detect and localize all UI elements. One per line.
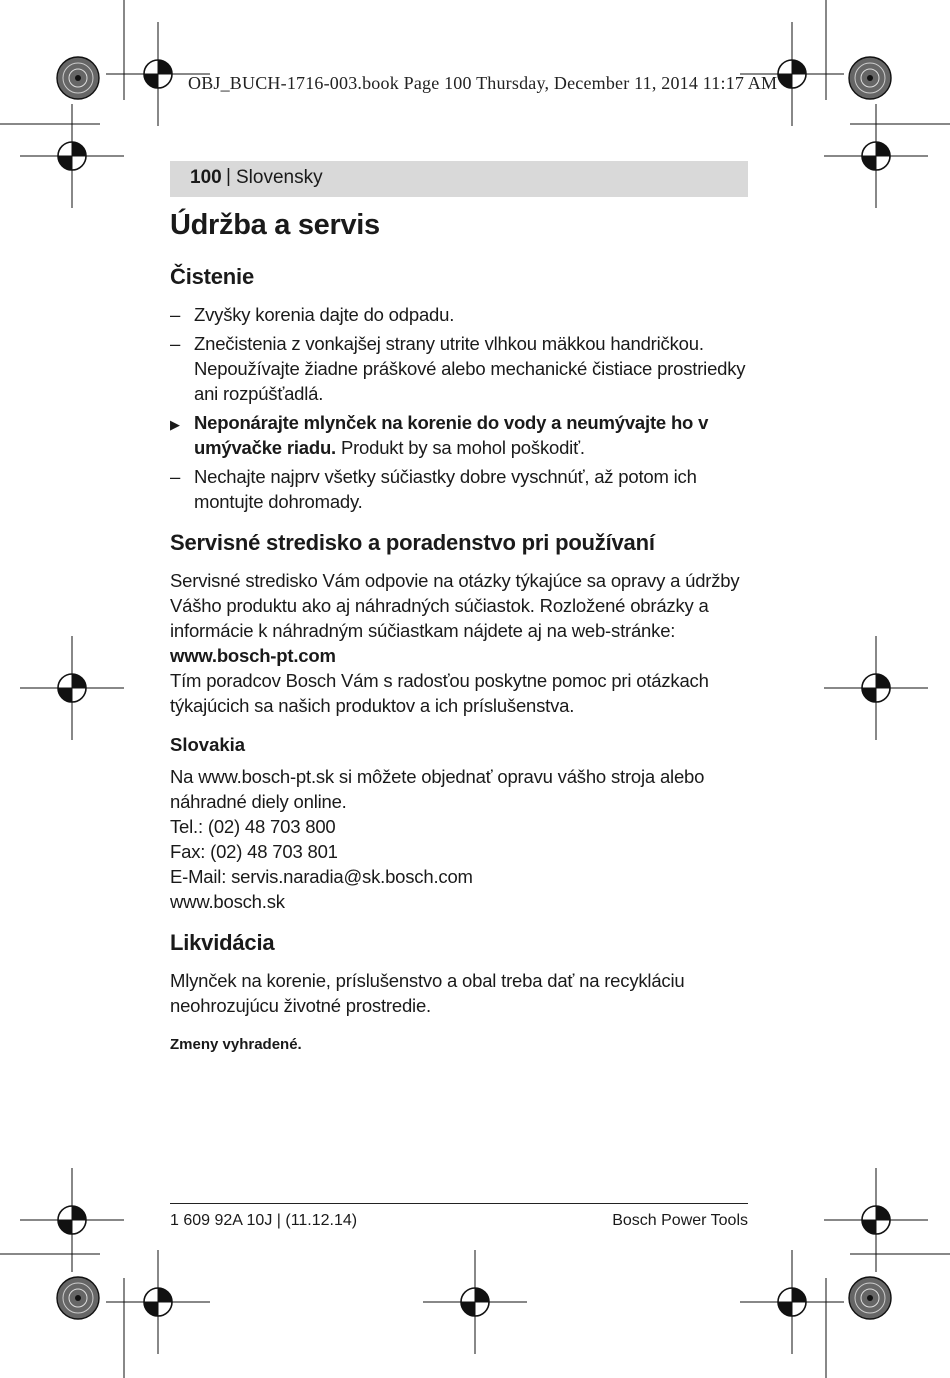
slovakia-heading: Slovakia (170, 734, 246, 755)
service-section (170, 568, 750, 718)
slovakia-contact (170, 764, 750, 914)
warning-text: Neponárajte mlynček na korenie do vody a neumývajte ho v umývačke riadu. (194, 412, 709, 458)
footer-doc-number: 1 609 92A 10J | (11.12.14) (170, 1212, 358, 1229)
cleaning-heading: Čistenie (170, 264, 254, 289)
service-heading: Servisné stredisko a poradenstvo pri používaní (170, 530, 655, 555)
page-number: 100 (190, 167, 222, 188)
service-website-link[interactable]: www.bosch-pt.com (170, 645, 336, 666)
advice-paragraph: Tím poradcov Bosch Vám s radosťou poskytne pomoc pri otázkach týkajúcich sa našich produktov a ich príslušenstva. (170, 670, 709, 716)
website-link[interactable]: www.bosch.sk (170, 891, 285, 912)
footer-brand: Bosch Power Tools (612, 1212, 748, 1229)
list-item: – Znečistenia z vonkajšej strany utrite vlhkou mäkkou handričkou. Nepoužívajte žiadne práškové alebo mechanické čistiace prostriedky ani rozpúšťadlá. (170, 333, 746, 404)
dash-marker: – (170, 333, 181, 354)
page-title: Údržba a servis (170, 209, 380, 241)
triangle-bullet-icon: ▶ (170, 417, 180, 432)
header-separator: | (226, 166, 231, 187)
page-footer (170, 1203, 748, 1229)
cleaning-list (170, 302, 750, 514)
header-language: Slovensky (236, 167, 323, 188)
page-content (170, 206, 750, 1053)
list-item: – Nechajte najprv všetky súčiastky dobre vyschnúť, až potom ich montujte dohromady. (170, 466, 697, 512)
book-info-line: OBJ_BUCH-1716-003.book Page 100 Thursday, December 11, 2014 11:17 AM (188, 73, 778, 93)
disposal-heading: Likvidácia (170, 930, 275, 955)
changes-reserved-note: Zmeny vyhradené. (170, 1036, 302, 1053)
email-address[interactable]: E-Mail: servis.naradia@sk.bosch.com (170, 866, 473, 887)
dash-marker: – (170, 304, 181, 325)
service-paragraph: Servisné stredisko Vám odpovie na otázky týkajúce sa opravy a údržby Vášho produktu ako aj náhradných súčiastok. Rozložené obrázky a informácie k náhradným súčiastkam nájdete aj na web-stránke: (170, 570, 740, 641)
dash-marker: – (170, 466, 181, 487)
disposal-text: Mlynček na korenie, príslušenstvo a obal treba dať na recykláciu neohrozujúcu životné prostredie. (170, 970, 685, 1016)
page-header (170, 161, 748, 197)
phone-number: Tel.: (02) 48 703 800 (170, 816, 336, 837)
slovakia-text: Na www.bosch-pt.sk si môžete objednať opravu vášho stroja alebo náhradné diely online. (170, 766, 705, 812)
fax-number: Fax: (02) 48 703 801 (170, 841, 338, 862)
warning-item: ▶ Neponárajte mlynček na korenie do vody a neumývajte ho v umývačke riadu. Produkt by sa mohol poškodiť. (170, 412, 709, 458)
list-item: – Zvyšky korenia dajte do odpadu. (170, 304, 455, 325)
